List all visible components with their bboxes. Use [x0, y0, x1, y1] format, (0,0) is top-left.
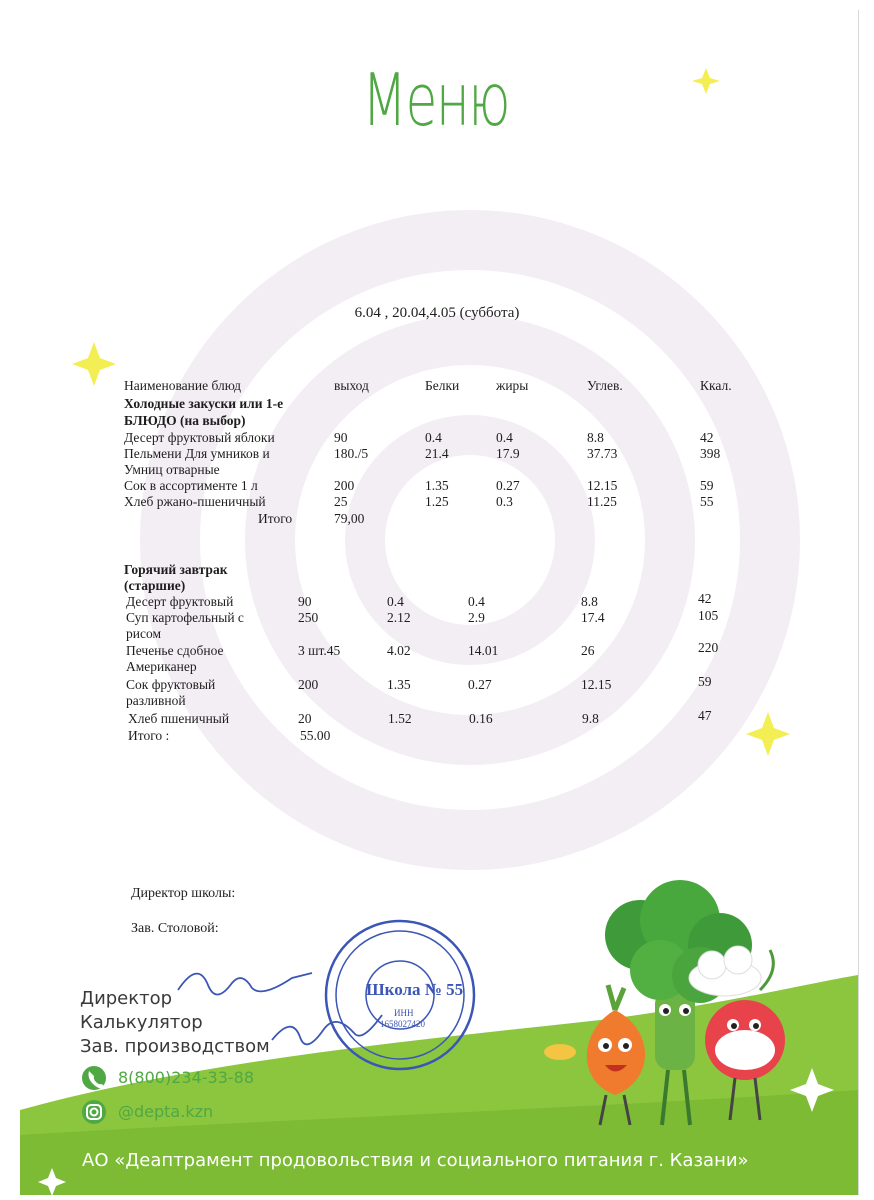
kcal-value: 398	[700, 446, 721, 461]
header-protein: Белки	[425, 378, 460, 393]
protein-value: 21.4	[425, 446, 449, 461]
protein-value: 4.02	[387, 643, 411, 658]
stamp-inn-label: ИНН	[394, 1008, 414, 1018]
kcal-value: 59	[698, 674, 712, 689]
carbs-value: 12.15	[581, 677, 612, 692]
canteen-head-signature-label: Зав. Столовой:	[131, 921, 219, 936]
carbs-value: 11.25	[587, 494, 617, 509]
carbs-value: 8.8	[581, 594, 598, 609]
dish-name-line2: Умниц отварные	[124, 462, 220, 477]
portion-value: 90	[334, 430, 348, 445]
page-title: Меню	[362, 58, 510, 142]
carbs-value: 9.8	[582, 711, 599, 726]
portion-value: 200	[334, 478, 355, 493]
phone-icon	[82, 1066, 106, 1090]
fat-value: 17.9	[496, 446, 520, 461]
fat-value: 0.3	[496, 494, 513, 509]
kcal-value: 42	[698, 591, 712, 606]
protein-value: 0.4	[387, 594, 404, 609]
footer-role-production-head: Зав. производством	[80, 1036, 270, 1057]
dish-name: Суп картофельный с	[126, 610, 244, 625]
total-label: Итого :	[128, 728, 170, 743]
carbs-value: 26	[581, 643, 595, 658]
header-fat: жиры	[496, 378, 529, 393]
instagram-handle[interactable]: @depta.kzn	[118, 1102, 214, 1121]
portion-value: 250	[298, 610, 319, 625]
header-dish-name: Наименование блюд	[124, 378, 242, 393]
header-carbs: Углев.	[587, 378, 623, 393]
header-kcal: Ккал.	[700, 378, 732, 393]
section-heading-line2: (старшие)	[124, 578, 186, 593]
dish-name: Сок фруктовый	[126, 677, 216, 692]
fat-value: 2.9	[468, 610, 485, 625]
dish-name-line2: Американер	[126, 659, 197, 674]
kcal-value: 220	[698, 640, 719, 655]
phone-number[interactable]: 8(800)234-33-88	[118, 1068, 255, 1087]
total-value: 55.00	[300, 728, 331, 743]
fat-value: 14.01	[468, 643, 499, 658]
menu-date: 6.04 , 20.04,4.05 (суббота)	[354, 305, 520, 321]
portion-value: 20	[298, 711, 312, 726]
dish-name: Десерт фруктовый яблоки	[124, 430, 275, 445]
carbs-value: 12.15	[587, 478, 618, 493]
portion-value: 200	[298, 677, 319, 692]
portion-value: 180./5	[334, 446, 369, 461]
section-heading-line2: БЛЮДО (на выбор)	[124, 413, 246, 428]
protein-value: 2.12	[387, 610, 411, 625]
dish-name-line2: рисом	[126, 626, 162, 641]
kcal-value: 47	[698, 708, 712, 723]
kcal-value: 55	[700, 494, 714, 509]
footer-role-calculator: Калькулятор	[80, 1012, 203, 1033]
section-heading: Горячий завтрак	[124, 562, 228, 577]
total-label: Итого	[258, 511, 293, 526]
dish-name: Пельмени Для умников и	[124, 446, 270, 461]
dish-name: Хлеб пшеничный	[128, 711, 230, 726]
fat-value: 0.16	[469, 711, 493, 726]
protein-value: 1.52	[388, 711, 412, 726]
protein-value: 1.25	[425, 494, 449, 509]
fat-value: 0.27	[468, 677, 492, 692]
dish-name: Хлеб ржано-пшеничный	[124, 494, 266, 509]
protein-value: 1.35	[387, 677, 411, 692]
kcal-value: 42	[700, 430, 714, 445]
carbs-value: 8.8	[587, 430, 604, 445]
fat-value: 0.4	[496, 430, 513, 445]
dish-name: Сок в ассортименте 1 л	[124, 478, 258, 493]
portion-value: 3 шт.45	[298, 643, 341, 658]
portion-value: 90	[298, 594, 312, 609]
total-value: 79,00	[334, 511, 365, 526]
protein-value: 1.35	[425, 478, 449, 493]
kcal-value: 59	[700, 478, 714, 493]
stamp-school-name: Школа № 55	[366, 980, 464, 999]
header-portion: выход	[334, 378, 369, 393]
fat-value: 0.4	[468, 594, 485, 609]
footer-role-director: Директор	[80, 988, 173, 1009]
dish-name: Десерт фруктовый	[126, 594, 234, 609]
organization-name: АО «Деаптрамент продовольствия и социального питания г. Казани»	[82, 1150, 749, 1171]
dish-name: Печенье сдобное	[126, 643, 224, 658]
kcal-value: 105	[698, 608, 719, 623]
dish-name-line2: разливной	[126, 693, 186, 708]
director-signature-label: Директор школы:	[131, 886, 236, 901]
instagram-icon	[82, 1100, 106, 1124]
portion-value: 25	[334, 494, 348, 509]
carbs-value: 17.4	[581, 610, 605, 625]
carbs-value: 37.73	[587, 446, 618, 461]
section-heading: Холодные закуски или 1-е	[124, 396, 284, 411]
protein-value: 0.4	[425, 430, 442, 445]
stamp-inn-number: 1658027420	[380, 1019, 425, 1029]
fat-value: 0.27	[496, 478, 520, 493]
